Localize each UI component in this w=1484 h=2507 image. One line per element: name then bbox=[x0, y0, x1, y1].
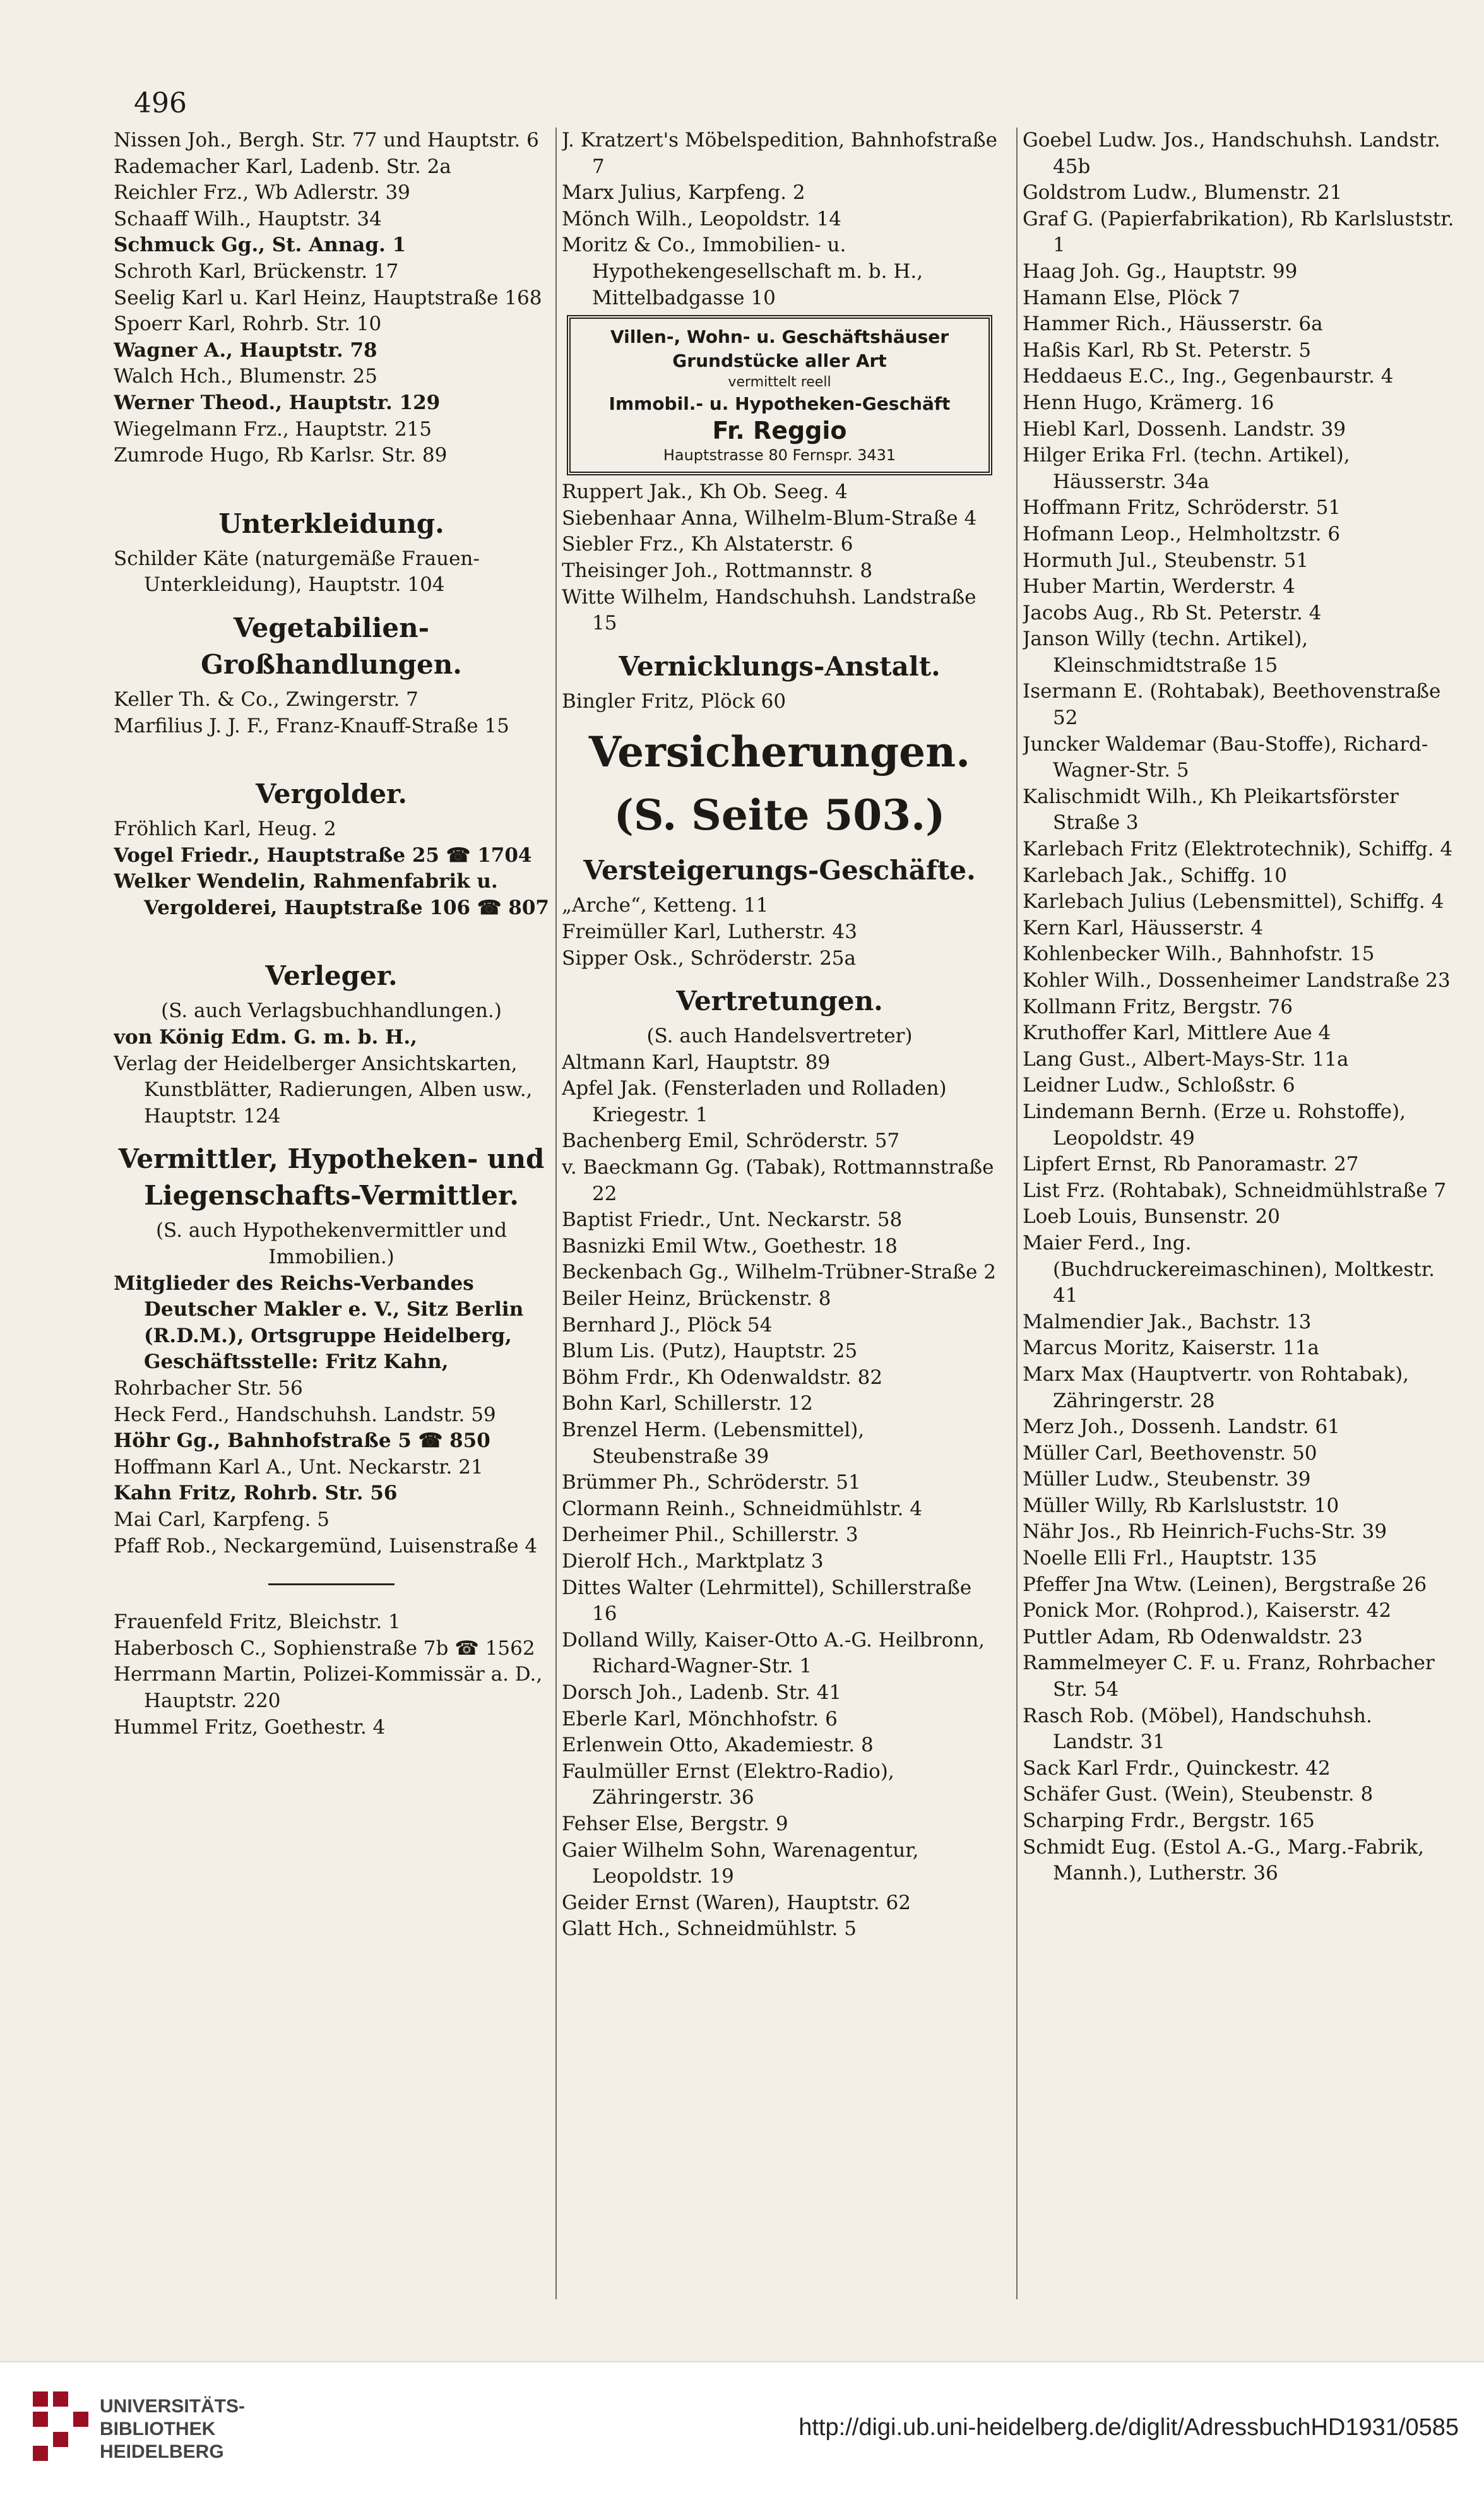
directory-entry: Janson Willy (techn. Artikel), Kleinschmidtstraße 15 bbox=[1023, 628, 1309, 677]
directory-entry: Schaaff Wilh., Hauptstr. 34 bbox=[114, 207, 382, 230]
directory-entry: Blum Lis. (Putz), Hauptstr. 25 bbox=[562, 1340, 858, 1363]
directory-entry: Schmidt Eug. (Estol A.-G., Marg.-Fabrik, Mannh.), Lutherstr. 36 bbox=[1023, 1835, 1424, 1885]
section-heading: Vertretungen. bbox=[676, 986, 883, 1017]
advertisement-line: Villen-, Wohn- u. Geschäftshäuser bbox=[610, 326, 949, 348]
directory-entry: Brenzel Herm. (Lebensmittel), Steubenstraße 39 bbox=[562, 1419, 865, 1468]
directory-entry: Kern Karl, Häusserstr. 4 bbox=[1023, 916, 1264, 939]
directory-entry: Faulmüller Ernst (Elektro-Radio), Zähringerstr. 36 bbox=[562, 1760, 894, 1809]
directory-entry: Derheimer Phil., Schillerstr. 3 bbox=[562, 1523, 858, 1547]
directory-entry: Lang Gust., Albert-Mays-Str. 11a bbox=[1023, 1047, 1349, 1071]
directory-entry: Schroth Karl, Brückenstr. 17 bbox=[114, 259, 399, 283]
spacer bbox=[114, 739, 549, 765]
directory-entry: Dierolf Hch., Marktplatz 3 bbox=[562, 1549, 824, 1573]
directory-entry: Frauenfeld Fritz, Bleichstr. 1 bbox=[114, 1611, 401, 1634]
directory-entry: Wagner A., Hauptstr. 78 bbox=[114, 338, 377, 362]
directory-entry: Mönch Wilh., Leopoldstr. 14 bbox=[562, 207, 842, 230]
directory-entry: Dolland Willy, Kaiser-Otto A.-G. Heilbronn, Richard-Wagner-Str. 1 bbox=[562, 1628, 985, 1678]
directory-entry: Rademacher Karl, Ladenb. Str. 2a bbox=[114, 155, 451, 178]
directory-entry: Rasch Rob. (Möbel), Handschuhsh. Landstr. 31 bbox=[1023, 1704, 1372, 1754]
directory-entry: Dittes Walter (Lehrmittel), Schillerstraße 16 bbox=[562, 1576, 972, 1626]
directory-entry: Verlag der Heidelberger Ansichtskarten, Kunstblätter, Radierungen, Alben usw., Hauptstr. 124 bbox=[114, 1052, 533, 1128]
directory-entry: Juncker Waldemar (Bau-Stoffe), Richard-Wagner-Str. 5 bbox=[1023, 732, 1428, 782]
directory-entry: Clormann Reinh., Schneidmühlstr. 4 bbox=[562, 1497, 922, 1520]
library-name bbox=[100, 2395, 245, 2463]
directory-entry: Nissen Joh., Bergh. Str. 77 und Hauptstr. 6 bbox=[114, 129, 539, 152]
directory-entry: Scharping Frdr., Bergstr. 165 bbox=[1023, 1809, 1315, 1832]
directory-entry: Kruthoffer Karl, Mittlere Aue 4 bbox=[1023, 1021, 1331, 1045]
directory-entry: Welker Wendelin, Rahmenfabrik u. Vergolderei, Hauptstraße 106 ☎ 807 bbox=[114, 870, 549, 919]
section-heading: Unterkleidung. bbox=[218, 508, 444, 539]
directory-entry: Kohlenbecker Wilh., Bahnhofstr. 15 bbox=[1023, 943, 1375, 966]
section-heading: Vergolder. bbox=[256, 778, 407, 810]
directory-entry: Marx Julius, Karpfeng. 2 bbox=[562, 181, 805, 205]
directory-entry: Reichler Frz., Wb Adlerstr. 39 bbox=[114, 181, 410, 205]
directory-entry: Basnizki Emil Wtw., Goethestr. 18 bbox=[562, 1234, 898, 1258]
directory-entry: Noelle Elli Frl., Hauptstr. 135 bbox=[1023, 1547, 1317, 1570]
directory-entry: Ruppert Jak., Kh Ob. Seeg. 4 bbox=[562, 480, 848, 504]
section-heading: Verleger. bbox=[265, 960, 398, 992]
directory-entry: Kahn Fritz, Rohrb. Str. 56 bbox=[114, 1482, 398, 1505]
directory-entry: Baptist Friedr., Unt. Neckarstr. 58 bbox=[562, 1208, 903, 1232]
directory-entry: Goldstrom Ludw., Blumenstr. 21 bbox=[1023, 181, 1343, 205]
directory-entry: Hummel Fritz, Goethestr. 4 bbox=[114, 1715, 386, 1739]
directory-entry: Walch Hch., Blumenstr. 25 bbox=[114, 365, 377, 388]
library-logo-icon bbox=[33, 2391, 88, 2461]
directory-entry: Müller Ludw., Steubenstr. 39 bbox=[1023, 1468, 1311, 1491]
directory-entry: Freimüller Karl, Lutherstr. 43 bbox=[562, 920, 857, 943]
directory-entry: Bernhard J., Plöck 54 bbox=[562, 1313, 773, 1337]
directory-entry: Glatt Hch., Schneidmühlstr. 5 bbox=[562, 1917, 857, 1941]
column-3 bbox=[1023, 128, 1458, 2318]
columns bbox=[95, 128, 1454, 2318]
section-heading: Vermittler, Hypotheken- und Liegenschafts-Vermittler. bbox=[118, 1143, 545, 1212]
section-heading: Versteigerungs-Geschäfte. bbox=[583, 855, 976, 886]
directory-entry: Haßis Karl, Rb St. Peterstr. 5 bbox=[1023, 338, 1312, 362]
directory-entry: Lipfert Ernst, Rb Panoramastr. 27 bbox=[1023, 1153, 1359, 1176]
directory-entry: Müller Willy, Rb Karlsluststr. 10 bbox=[1023, 1494, 1339, 1517]
directory-entry: Beiler Heinz, Brückenstr. 8 bbox=[562, 1287, 831, 1311]
advertisement-line: Immobil.- u. Hypotheken-Geschäft bbox=[608, 393, 951, 415]
directory-entry: List Frz. (Rohtabak), Schneidmühlstraße 7 bbox=[1023, 1179, 1447, 1202]
column-2 bbox=[562, 128, 997, 2318]
directory-entry: Marx Max (Hauptvertr. von Rohtabak), Zähringerstr. 28 bbox=[1023, 1362, 1410, 1412]
column-divider bbox=[555, 128, 557, 2299]
directory-entry: Schäfer Gust. (Wein), Steubenstr. 8 bbox=[1023, 1783, 1374, 1806]
directory-entry: Marcus Moritz, Kaiserstr. 11a bbox=[1023, 1337, 1319, 1360]
directory-entry: Hormuth Jul., Steubenstr. 51 bbox=[1023, 549, 1309, 572]
directory-entry: Wiegelmann Frz., Hauptstr. 215 bbox=[114, 417, 432, 441]
directory-entry: Isermann E. (Rohtabak), Beethovenstraße 52 bbox=[1023, 680, 1441, 730]
directory-entry: Ponick Mor. (Rohprod.), Kaiserstr. 42 bbox=[1023, 1599, 1392, 1623]
section-note: (S. auch Hypothekenvermittler und Immobilien.) bbox=[155, 1219, 508, 1269]
column-divider bbox=[1016, 128, 1018, 2299]
directory-entry: Henn Hugo, Krämerg. 16 bbox=[1023, 391, 1274, 414]
directory-entry: Huber Martin, Werderstr. 4 bbox=[1023, 575, 1295, 598]
directory-entry: Höhr Gg., Bahnhofstraße 5 ☎ 850 bbox=[114, 1429, 490, 1453]
directory-entry: Marfilius J. J. F., Franz-Knauff-Straße 15 bbox=[114, 714, 509, 737]
directory-entry: Heddaeus E.C., Ing., Gegenbaurstr. 4 bbox=[1023, 365, 1394, 388]
directory-entry: Karlebach Jak., Schiffg. 10 bbox=[1023, 864, 1287, 887]
directory-entry: Fröhlich Karl, Heug. 2 bbox=[114, 818, 336, 841]
directory-entry: Merz Joh., Dossenh. Landstr. 61 bbox=[1023, 1415, 1340, 1439]
spacer bbox=[114, 921, 549, 946]
directory-entry: Haberbosch C., Sophienstraße 7b ☎ 1562 bbox=[114, 1636, 535, 1660]
directory-entry: Siebler Frz., Kh Alstaterstr. 6 bbox=[562, 533, 853, 556]
directory-entry: Hilger Erika Frl. (techn. Artikel), Häusserstr. 34a bbox=[1023, 444, 1350, 493]
directory-entry: Karlebach Julius (Lebensmittel), Schiffg. 4 bbox=[1023, 890, 1444, 914]
directory-entry: Hammer Rich., Häusserstr. 6a bbox=[1023, 313, 1323, 336]
section-heading: (S. Seite 503.) bbox=[614, 790, 946, 840]
directory-entry: Eberle Karl, Mönchhofstr. 6 bbox=[562, 1707, 838, 1730]
directory-entry: Karlebach Fritz (Elektrotechnik), Schiffg. 4 bbox=[1023, 838, 1453, 861]
directory-entry: Witte Wilhelm, Handschuhsh. Landstraße 15 bbox=[562, 585, 976, 635]
spacer bbox=[114, 469, 549, 494]
column-1 bbox=[114, 128, 549, 2318]
directory-entry: Dorsch Joh., Ladenb. Str. 41 bbox=[562, 1681, 842, 1704]
directory-entry: Mitglieder des Reichs-Verbandes Deutscher Makler e. V., Sitz Berlin (R.D.M.), Ortsgruppe Heidelberg, Geschäftsstelle: Fritz Kahn, bbox=[114, 1271, 524, 1374]
directory-entry: Kohler Wilh., Dossenheimer Landstraße 23 bbox=[1023, 969, 1451, 992]
directory-entry: Beckenbach Gg., Wilhelm-Trübner-Straße 2 bbox=[562, 1261, 996, 1284]
advertisement-line: Fr. Reggio bbox=[712, 417, 847, 445]
directory-entry: Altmann Karl, Hauptstr. 89 bbox=[562, 1051, 831, 1074]
advertisement-box bbox=[567, 315, 992, 475]
directory-entry: Brümmer Ph., Schröderstr. 51 bbox=[562, 1471, 861, 1494]
directory-entry: Hamann Else, Plöck 7 bbox=[1023, 286, 1240, 309]
advertisement-line: vermittelt reell bbox=[728, 374, 831, 391]
directory-entry: Apfel Jak. (Fensterladen und Rolladen) Kriegestr. 1 bbox=[562, 1077, 947, 1126]
library-name-line: BIBLIOTHEK bbox=[100, 2419, 216, 2439]
library-name-line: UNIVERSITÄTS- bbox=[100, 2396, 246, 2417]
directory-entry: Bingler Fritz, Plöck 60 bbox=[562, 689, 787, 713]
directory-entry: Erlenwein Otto, Akademiestr. 8 bbox=[562, 1734, 874, 1757]
directory-entry: Heck Ferd., Handschuhsh. Landstr. 59 bbox=[114, 1403, 496, 1426]
directory-entry: Bachenberg Emil, Schröderstr. 57 bbox=[562, 1129, 900, 1153]
directory-entry: Müller Carl, Beethovenstr. 50 bbox=[1023, 1441, 1317, 1465]
directory-entry: Rammelmeyer C. F. u. Franz, Rohrbacher Str. 54 bbox=[1023, 1652, 1435, 1701]
section-rule bbox=[268, 1583, 395, 1585]
directory-entry: Sipper Osk., Schröderstr. 25a bbox=[562, 946, 856, 970]
section-note: (S. auch Verlagsbuchhandlungen.) bbox=[161, 999, 502, 1023]
directory-entry: Goebel Ludw. Jos., Handschuhsh. Landstr. 45b bbox=[1023, 129, 1440, 178]
directory-entry: Fehser Else, Bergstr. 9 bbox=[562, 1812, 788, 1835]
directory-entry: Zumrode Hugo, Rb Karlsr. Str. 89 bbox=[114, 444, 448, 467]
directory-entry: „Arche“, Ketteng. 11 bbox=[562, 894, 769, 917]
directory-entry: Graf G. (Papierfabrikation), Rb Karlsluststr. 1 bbox=[1023, 207, 1454, 257]
directory-page bbox=[95, 69, 1454, 2342]
directory-entry: Sack Karl Frdr., Quinckestr. 42 bbox=[1023, 1756, 1331, 1780]
advertisement-line: Hauptstrasse 80 Fernspr. 3431 bbox=[663, 446, 896, 465]
viewer-footer bbox=[0, 2361, 1484, 2507]
directory-entry: Hofmann Leop., Helmholtzstr. 6 bbox=[1023, 522, 1341, 545]
directory-entry: Rohrbacher Str. 56 bbox=[114, 1377, 303, 1400]
directory-entry: Keller Th. & Co., Zwingerstr. 7 bbox=[114, 688, 418, 711]
section-note: (S. auch Handelsvertreter) bbox=[646, 1025, 913, 1048]
library-name-line: HEIDELBERG bbox=[100, 2441, 224, 2462]
directory-entry: Herrmann Martin, Polizei-Kommissär a. D., Hauptstr. 220 bbox=[114, 1663, 543, 1712]
directory-entry: Jacobs Aug., Rb St. Peterstr. 4 bbox=[1023, 601, 1322, 624]
directory-entry: Böhm Frdr., Kh Odenwaldstr. 82 bbox=[562, 1366, 883, 1389]
section-heading: Versicherungen. bbox=[588, 727, 971, 777]
directory-entry: Maier Ferd., Ing. (Buchdruckereimaschinen), Moltkestr. 41 bbox=[1023, 1231, 1435, 1307]
directory-entry: Geider Ernst (Waren), Hauptstr. 62 bbox=[562, 1891, 911, 1914]
directory-entry: Pfaff Rob., Neckargemünd, Luisenstraße 4 bbox=[114, 1534, 538, 1557]
section-heading: Vegetabilien-Großhandlungen. bbox=[201, 612, 462, 680]
directory-entry: Seelig Karl u. Karl Heinz, Hauptstraße 168 bbox=[114, 286, 542, 309]
directory-entry: v. Baeckmann Gg. (Tabak), Rottmannstraße 22 bbox=[562, 1156, 994, 1205]
directory-entry: Hoffmann Fritz, Schröderstr. 51 bbox=[1023, 496, 1341, 520]
directory-entry: Pfeffer Jna Wtw. (Leinen), Bergstraße 26 bbox=[1023, 1573, 1427, 1596]
directory-entry: Puttler Adam, Rb Odenwaldstr. 23 bbox=[1023, 1625, 1363, 1648]
directory-entry: von König Edm. G. m. b. H., bbox=[114, 1026, 417, 1049]
directory-entry: Kalischmidt Wilh., Kh Pleikartsförster Straße 3 bbox=[1023, 785, 1399, 835]
directory-entry: Kollmann Fritz, Bergstr. 76 bbox=[1023, 995, 1293, 1018]
directory-entry: J. Kratzert's Möbelspedition, Bahnhofstraße 7 bbox=[562, 129, 997, 178]
directory-entry: Schilder Käte (naturgemäße Frauen-Unterkleidung), Hauptstr. 104 bbox=[114, 547, 480, 597]
advertisement-line: Grundstücke aller Art bbox=[672, 350, 887, 372]
directory-entry: Haag Joh. Gg., Hauptstr. 99 bbox=[1023, 259, 1298, 283]
directory-entry: Leidner Ludw., Schloßstr. 6 bbox=[1023, 1074, 1295, 1097]
source-url-link[interactable]: http://digi.ub.uni-heidelberg.de/diglit/AdressbuchHD1931/0585 bbox=[798, 2414, 1459, 2441]
directory-entry: Hoffmann Karl A., Unt. Neckarstr. 21 bbox=[114, 1455, 484, 1479]
directory-entry: Schmuck Gg., St. Annag. 1 bbox=[114, 234, 407, 257]
directory-entry: Loeb Louis, Bunsenstr. 20 bbox=[1023, 1205, 1280, 1229]
directory-entry: Gaier Wilhelm Sohn, Warenagentur, Leopoldstr. 19 bbox=[562, 1838, 919, 1888]
directory-entry: Bohn Karl, Schillerstr. 12 bbox=[562, 1392, 813, 1415]
directory-entry: Lindemann Bernh. (Erze u. Rohstoffe), Leopoldstr. 49 bbox=[1023, 1100, 1406, 1150]
directory-entry: Mai Carl, Karpfeng. 5 bbox=[114, 1508, 329, 1531]
directory-entry: Nähr Jos., Rb Heinrich-Fuchs-Str. 39 bbox=[1023, 1520, 1387, 1544]
page-number: 496 bbox=[134, 87, 187, 119]
directory-entry: Theisinger Joh., Rottmannstr. 8 bbox=[562, 559, 873, 582]
directory-entry: Werner Theod., Hauptstr. 129 bbox=[114, 391, 441, 414]
section-heading: Vernicklungs-Anstalt. bbox=[619, 650, 941, 682]
directory-entry: Moritz & Co., Immobilien- u. Hypothekengesellschaft m. b. H., Mittelbadgasse 10 bbox=[562, 234, 923, 309]
directory-entry: Malmendier Jak., Bachstr. 13 bbox=[1023, 1310, 1312, 1333]
directory-entry: Spoerr Karl, Rohrb. Str. 10 bbox=[114, 313, 382, 336]
directory-entry: Hiebl Karl, Dossenh. Landstr. 39 bbox=[1023, 417, 1346, 441]
directory-entry: Vogel Friedr., Hauptstraße 25 ☎ 1704 bbox=[114, 843, 532, 867]
directory-entry: Siebenhaar Anna, Wilhelm-Blum-Straße 4 bbox=[562, 506, 977, 530]
